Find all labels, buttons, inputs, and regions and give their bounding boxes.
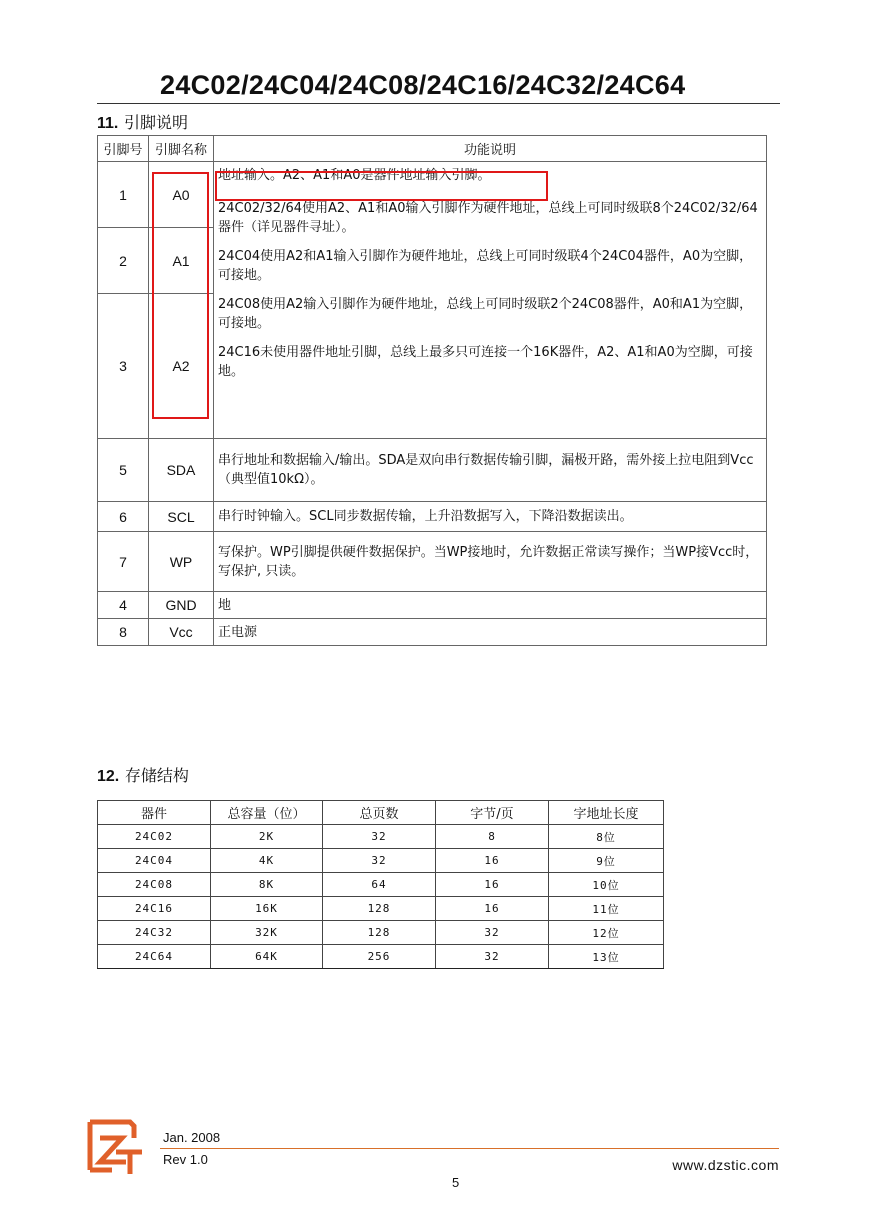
- pin-name: A1: [149, 228, 214, 294]
- table-cell: 32: [323, 849, 436, 873]
- table-cell: 16: [436, 873, 549, 897]
- table-cell: 24C16: [98, 897, 211, 921]
- table-cell: 16: [436, 897, 549, 921]
- column-header: 总页数: [323, 801, 436, 825]
- column-header: 字节/页: [436, 801, 549, 825]
- table-cell: 256: [323, 945, 436, 969]
- pin-name: WP: [149, 532, 214, 592]
- table-cell: 2K: [211, 825, 323, 849]
- address-desc-24c04: 24C04使用A2和A1输入引脚作为硬件地址，总线上可同时级联4个24C04器件，A0为空脚，可接地。: [218, 249, 753, 283]
- table-cell: 24C02: [98, 825, 211, 849]
- pin-name: Vcc: [149, 619, 214, 646]
- table-cell: 24C64: [98, 945, 211, 969]
- section-12-title: 存储结构: [124, 766, 189, 785]
- section-12-heading: [97, 763, 189, 786]
- table-cell: 128: [323, 897, 436, 921]
- table-row: [98, 897, 664, 921]
- table-row: [98, 825, 664, 849]
- pin-description: 串行地址和数据输入/输出。SDA是双向串行数据传输引脚，漏极开路，需外接上拉电阻到Vcc（典型值10kΩ）。: [214, 439, 767, 502]
- address-desc-24c02: 24C02/32/64使用A2、A1和A0输入引脚作为硬件地址，总线上可同时级联8个24C02/32/64器件（详见器件寻址）。: [218, 201, 758, 235]
- table-cell: 8: [436, 825, 549, 849]
- address-desc-24c08: 24C08使用A2输入引脚作为硬件地址，总线上可同时级联2个24C08器件，A0和A1为空脚，可接地。: [218, 297, 753, 331]
- pin-description: 地: [214, 592, 767, 619]
- table-cell: 64: [323, 873, 436, 897]
- address-intro: 地址输入。A2、A1和A0是器件地址输入引脚。: [218, 168, 491, 183]
- table-cell: 9位: [549, 849, 664, 873]
- table-cell: 32: [436, 945, 549, 969]
- footer-website-link[interactable]: www.dzstic.com: [672, 1157, 779, 1173]
- pin-number: 8: [98, 619, 149, 646]
- pin-description: 写保护。WP引脚提供硬件数据保护。当WP接地时，允许数据正常读写操作；当WP接Vcc时，写保护, 只读。: [214, 532, 767, 592]
- pin-description: 串行时钟输入。SCL同步数据传输，上升沿数据写入，下降沿数据读出。: [214, 502, 767, 532]
- pin-number: 3: [98, 294, 149, 439]
- column-header: 功能说明: [214, 136, 767, 162]
- pin-name: SCL: [149, 502, 214, 532]
- column-header: 器件: [98, 801, 211, 825]
- pin-number: 5: [98, 439, 149, 502]
- table-row: [98, 873, 664, 897]
- pin-description: 正电源: [214, 619, 767, 646]
- footer-revision: Rev 1.0: [163, 1152, 208, 1167]
- column-header: 字地址长度: [549, 801, 664, 825]
- table-cell: 10位: [549, 873, 664, 897]
- pin-name: GND: [149, 592, 214, 619]
- table-cell: 8K: [211, 873, 323, 897]
- pin-name: SDA: [149, 439, 214, 502]
- table-row: [98, 921, 664, 945]
- table-cell: 32K: [211, 921, 323, 945]
- table-row: [98, 532, 767, 592]
- section-11-number: 11.: [97, 115, 119, 132]
- table-row: [98, 849, 664, 873]
- table-cell: 11位: [549, 897, 664, 921]
- table-header-row: [98, 136, 767, 162]
- pin-number: 7: [98, 532, 149, 592]
- table-row: [98, 439, 767, 502]
- pin-number: 2: [98, 228, 149, 294]
- table-cell: 32: [323, 825, 436, 849]
- page-number: 5: [452, 1175, 460, 1190]
- section-11-title: 引脚说明: [123, 113, 188, 132]
- column-header: 总容量（位）: [211, 801, 323, 825]
- table-cell: 24C04: [98, 849, 211, 873]
- table-row: [98, 502, 767, 532]
- pin-name: A2: [149, 294, 214, 439]
- document-title: 24C02/24C04/24C08/24C16/24C32/24C64: [160, 70, 686, 100]
- table-cell: 128: [323, 921, 436, 945]
- highlight-box-pin-names: [152, 172, 209, 419]
- company-logo-icon: [86, 1118, 146, 1178]
- table-cell: 8位: [549, 825, 664, 849]
- title-divider: [97, 103, 780, 104]
- table-cell: 13位: [549, 945, 664, 969]
- table-cell: 64K: [211, 945, 323, 969]
- pin-number: 1: [98, 162, 149, 228]
- pin-name: A0: [149, 162, 214, 228]
- pin-number: 4: [98, 592, 149, 619]
- column-header: 引脚名称: [149, 136, 214, 162]
- table-cell: 16K: [211, 897, 323, 921]
- pin-number: 6: [98, 502, 149, 532]
- table-header-row: [98, 801, 664, 825]
- section-11-heading: [97, 110, 188, 133]
- table-cell: 4K: [211, 849, 323, 873]
- table-row: [98, 592, 767, 619]
- address-desc-24c16: 24C16未使用器件地址引脚，总线上最多只可连接一个16K器件，A2、A1和A0为空脚，可接地。: [218, 345, 753, 379]
- highlight-box-address-intro: [215, 171, 548, 201]
- table-cell: 24C08: [98, 873, 211, 897]
- footer-date: Jan. 2008: [163, 1130, 221, 1145]
- table-cell: 16: [436, 849, 549, 873]
- table-row: [98, 619, 767, 646]
- table-row: [98, 945, 664, 969]
- address-pin-description: [214, 162, 767, 439]
- footer-divider: [160, 1148, 779, 1149]
- section-12-number: 12.: [97, 768, 120, 785]
- table-cell: 12位: [549, 921, 664, 945]
- memory-structure-table: [97, 800, 664, 969]
- table-cell: 24C32: [98, 921, 211, 945]
- column-header: 引脚号: [98, 136, 149, 162]
- table-cell: 32: [436, 921, 549, 945]
